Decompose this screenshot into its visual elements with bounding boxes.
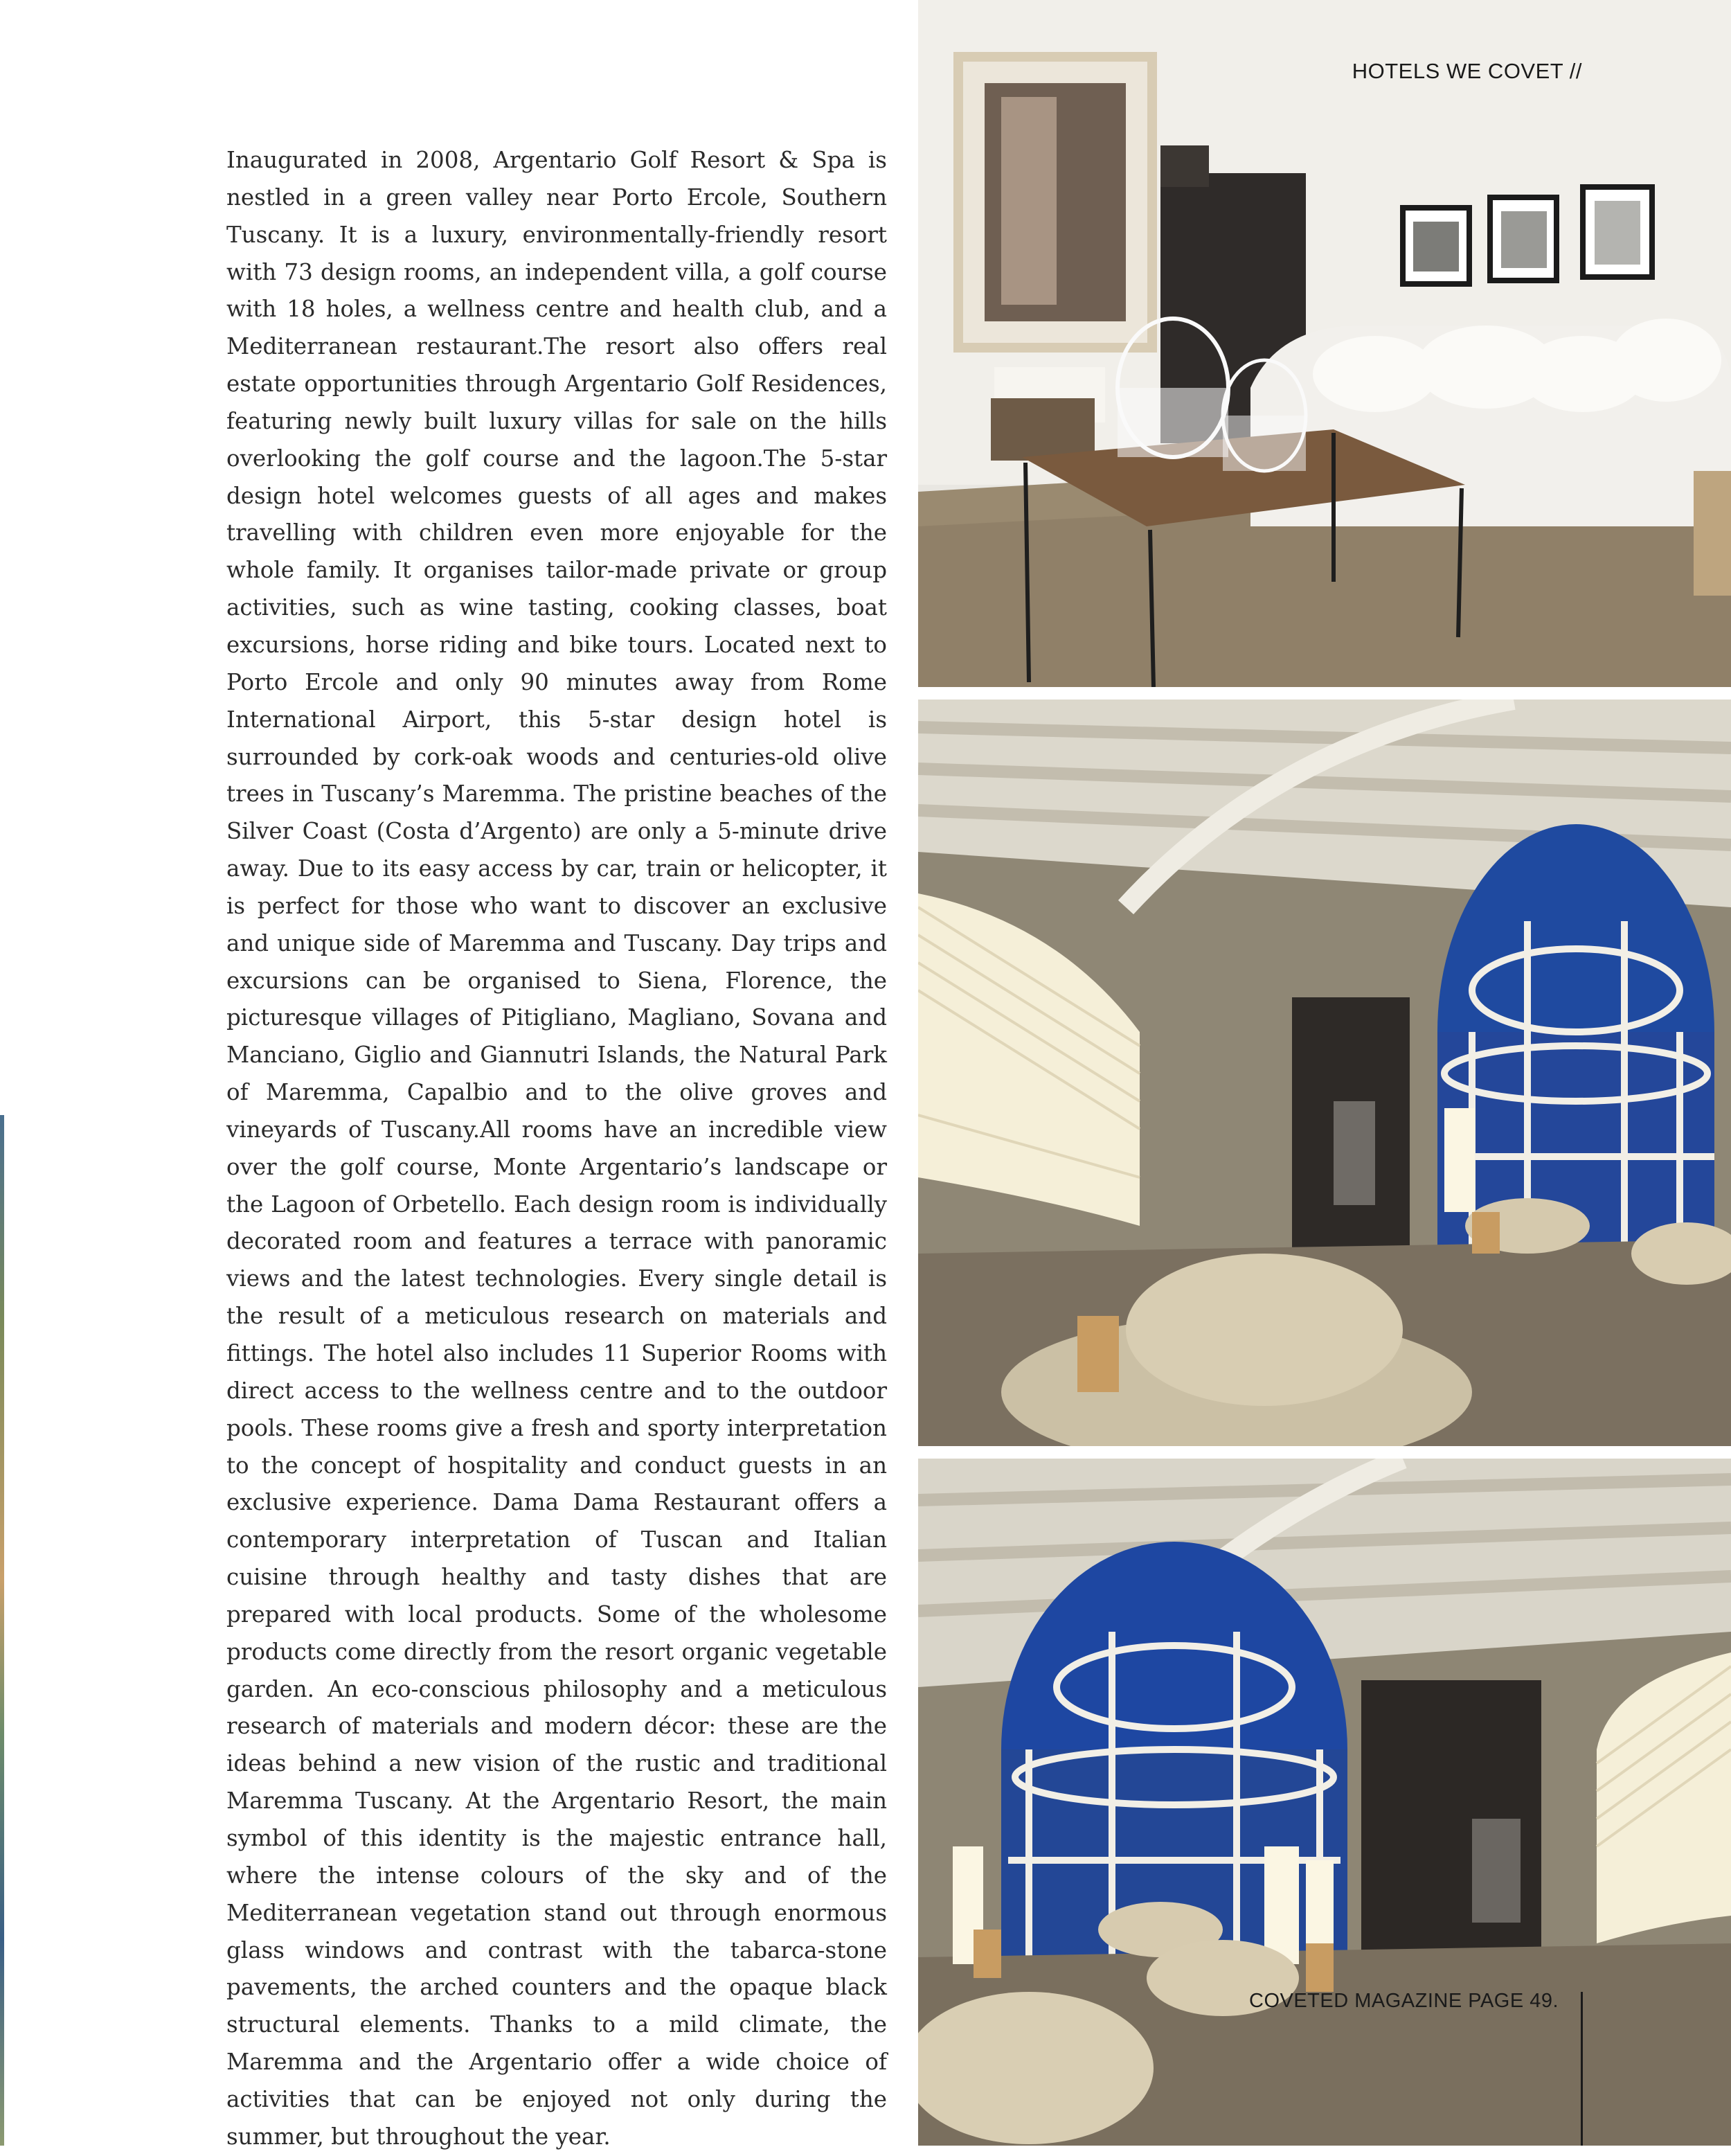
photo-hotel-room [918,0,1731,687]
page-number: COVETED MAGAZINE PAGE 49. [1249,1990,1559,2012]
footer-rule [1581,1992,1583,2146]
photo-lobby-1 [918,700,1731,1446]
article-paragraph: Inaugurated in 2008, Argentario Golf Resort & Spa is nestled in a green valley near Porto Ercole, Southern Tuscany. It is a luxury, environmentally-friendly resort with 73 design rooms, an independent villa, a golf course with 18 holes, a wellness centre and health club, and a Mediterranean restaurant.The resort also offers real estate opportunities through Argentario Golf Residences, featuring newly built luxury villas for sale on the hills overlooking the golf course and the lagoon.The 5-star design hotel welcomes guests of all ages and makes travelling with children even more enjoyable for the whole family. It organises tailor-made private or group activities, such as wine tasting, cooking classes, boat excursions, horse riding and bike tours. Located next to Porto Ercole and only 90 minutes away from Rome International Airport, this 5-star design hotel is surrounded by cork-oak woods and centuries-old olive trees in Tuscany’s Maremma. The pristine beaches of the Silver Coast (Costa d’Argento) are only a 5-minute drive away. Due to its easy access by car, train or helicopter, it is perfect for those who want to discover an exclusive and unique side of Maremma and Tuscany. Day trips and excursions can be organised to Siena, Florence, the picturesque villages of Pitigliano, Magliano, Sovana and Manciano, Giglio and Giannutri Islands, the Natural Park of Maremma, Capalbio and to the olive groves and vineyards of Tuscany.All rooms have an incredible view over the golf course, Monte Argentario’s landscape or the Lagoon of Orbetello. Each design room is individually decorated room and features a terrace with panoramic views and the latest technologies. Every single detail is the result of a meticulous research on materials and fittings. The hotel also includes 11 Superior Rooms with direct access to the wellness centre and to the outdoor pools. These rooms give a fresh and sporty interpretation to the concept of hospitality and conduct guests in an exclusive experience. Dama Dama Restaurant offers a contemporary interpretation of Tuscan and Italian cuisine through healthy and tasty dishes that are prepared with local products. Some of the wholesome products come directly from the resort organic vegetable garden. An eco-conscious philosophy and a meticulous research of materials and modern décor: these are the ideas behind a new vision of the rustic and traditional Maremma Tuscany. At the Argentario Resort, the main symbol of this identity is the majestic entrance hall, where the intense colours of the sky and of the Mediterranean vegetation stand out through enormous glass windows and contrast with the tabarca-stone pavements, the arched counters and the opaque black structural elements. Thanks to a mild climate, the Maremma and the Argentario offer a wide choice of activities that can be enjoyed not only during the summer, but throughout the year. [226,147,887,2150]
photo-lobby-2 [918,1459,1731,2146]
article-body [226,142,887,2156]
adjacent-page-edge [0,1115,4,2146]
section-header: HOTELS WE COVET // [1352,59,1582,83]
